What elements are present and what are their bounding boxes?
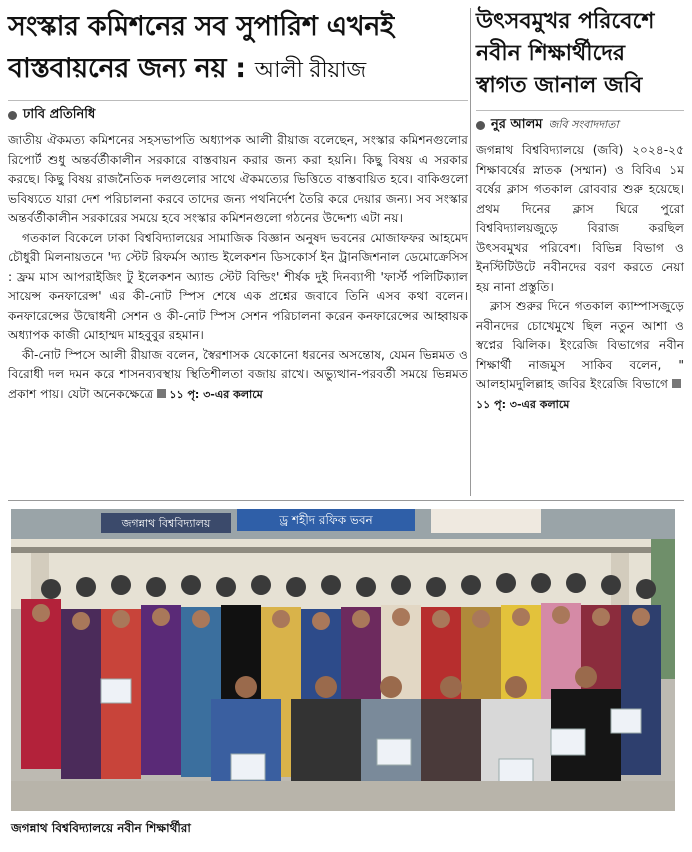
left-headline-speaker: আলী রীয়াজ [254, 58, 366, 83]
bullet-icon [8, 111, 17, 120]
photo-caption: জগন্নাথ বিশ্ববিদ্যালয়ে নবীন শিক্ষার্থীরা [11, 821, 191, 835]
right-headline-line1: উৎসবমুখর পরিবেশে [476, 9, 655, 34]
right-paragraph-2: ক্লাস শুরুর দিনে গতকাল ক্যাম্পাসজুড়ে নবীনদের চোখেমুখে ছিল নতুন আশা ও স্বপ্নের ঝিলিক। ইংরেজি বিভাগের নবীন শিক্ষার্থী নাজমুস সাকিব বলেন, " আলহামদুলিল্লাহ জবির ইংরেজি বিভাগে [476, 299, 684, 391]
column-divider [470, 8, 471, 496]
left-paragraph-1: জাতীয় ঐকমত্য কমিশনের সহসভাপতি অধ্যাপক আলী রীয়াজ বলেছেন, সংস্কার কমিশনগুলোর রিপোর্ট শুধু অন্তর্বর্তীকালীন সরকারে বাস্তবায়ন করার জন্য করা হয়নি। কিছু বিষয় এ সরকার করছে। কিছু বিষয় রাজনৈতিক দলগুলোর সাথে ঐকমত্যের ভিত্তিতে বাস্তবায়িত হবে। বাকিগুলো ভবিষ্যতে যারা দেশ পরিচালনা করবে তাদের জন্য পথনির্দেশ তৈরি করে দেয়ার জন্য। সব সংস্কার অন্তর্বর্তীকালীন সরকারের সময়ে হবে সংস্কার কমিশনগুলো গঠনের উদ্দেশ্য এটা নয়। [8, 133, 468, 225]
group-photo-illustration [11, 509, 675, 811]
right-headline [476, 6, 684, 102]
right-body [476, 141, 684, 414]
group-photo [11, 509, 675, 811]
left-paragraph-2: গতকাল বিকেলে ঢাকা বিশ্ববিদ্যালয়ের সামাজিক বিজ্ঞান অনুষদ ভবনের মোজাফফর আহমেদ চৌধুরী মিলনায়তনে 'দ্য স্টেট রিফর্মস অ্যান্ড ইলেকশন ডিসকোর্স ইন ট্রানজিশনাল ডেমোক্রেসিস : ফ্রম মাস আপরাইজিং টু ইলেকশন অ্যান্ড স্টেট বিল্ডিং' শীর্ষক দুই দিনব্যাপী 'ফার্স্ট পলিটিক্যাল সায়েন্স কনফারেন্স' এর কী-নোট স্পিস শেষে এক প্রশ্নের জবাবে তিনি এসব কথা বলেন। কনফারেন্সের উদ্বোধনী সেশন ও কী-নোট স্পিস সেশন পরিচালনা করেন কনফারেন্সের আহ্বায়ক অধ্যাপক কাজী মোহাম্মদ মাহবুবুর রহমান। [8, 230, 468, 342]
bullet-icon [476, 121, 485, 130]
section-divider [8, 500, 684, 501]
left-byline [8, 100, 468, 125]
left-byline-text: ঢাবি প্রতিনিধি [23, 106, 96, 122]
right-article [476, 6, 684, 414]
banner-left: জগন্নাথ বিশ্ববিদ্যালয় [121, 517, 211, 530]
continuation-icon [157, 389, 166, 398]
left-body [8, 131, 468, 404]
right-paragraph-2-wrap [476, 297, 684, 414]
right-continuation: ১১ পৃ: ৩-এর কলামে [476, 397, 570, 411]
right-headline-line2: নবীন শিক্ষার্থীদের [476, 41, 626, 66]
left-headline-line2: বাস্তবায়নের জন্য নয় : [8, 53, 246, 84]
left-headline [8, 6, 468, 92]
left-continuation: ১১ পৃ: ৩-এর কলামে [169, 387, 263, 401]
right-byline [476, 110, 684, 135]
left-headline-line1: সংস্কার কমিশনের সব সুপারিশ এখনই [8, 11, 394, 42]
banner-center: ড্র শহীদ রফিক ভবন [279, 513, 373, 527]
left-paragraph-3: কী-নোট স্পিসে আলী রীয়াজ বলেন, স্বৈরশাসক যেকোনো ধরনের অসন্তোষ, যেমন ভিন্নমত ও বিরোধী দল দমন করে শাসনব্যবস্থায় স্থিতিশীলতা বজায় রাখে। অভ্যুত্থান-পরবর্তী সময়ে ভিন্নমত প্রকাশ পায়। যেটা অনেকক্ষেত্রে [8, 347, 468, 401]
left-article [8, 6, 468, 404]
right-byline-role: জবি সংবাদদাতা [548, 117, 619, 131]
continuation-icon [672, 379, 681, 388]
right-paragraph-1: জগন্নাথ বিশ্ববিদ্যালয়ে (জবি) ২০২৪-২৫ শিক্ষাবর্ষের স্নাতক (সম্মান) ও বিবিএ ১ম বর্ষের ক্লাস গতকাল রোববার শুরু হয়েছে। প্রথম দিনের ক্লাস ঘিরে পুরো বিশ্ববিদ্যালয়জুড়ে বিরাজ করছিল উৎসবমুখর পরিবেশ। বিভিন্ন বিভাগ ও ইনস্টিটিউটে নবীনদের বরণ করতে নেয়া হয় নানা প্রস্তুতি। [476, 143, 684, 294]
left-headline-line2-wrap [8, 48, 468, 92]
right-headline-line3: স্বাগত জানাল জবি [476, 73, 643, 98]
left-paragraph-3-wrap [8, 346, 468, 405]
right-byline-name: নুর আলম [491, 116, 543, 132]
